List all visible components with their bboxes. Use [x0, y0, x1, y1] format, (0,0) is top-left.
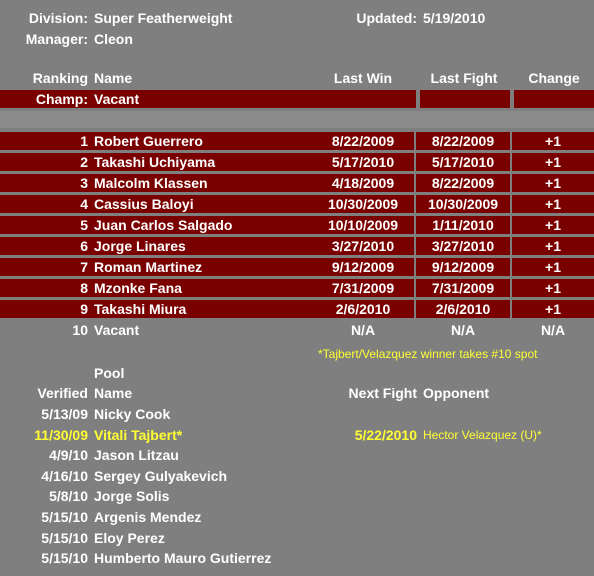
col-opponent-header: Opponent — [423, 385, 490, 401]
fighter-name-cell: Cassius Baloyi — [94, 196, 194, 212]
rank-cell: 5 — [80, 217, 88, 233]
last-win-cell: 5/17/2010 — [331, 154, 395, 170]
last-fight-cell: 2/6/2010 — [435, 301, 491, 317]
fighter-name-cell: Vacant — [94, 322, 140, 338]
col-pool-name-header: Name — [94, 385, 133, 401]
pool-row — [0, 487, 594, 505]
division-label: Division: — [28, 10, 88, 26]
col-ranking-header: Ranking — [32, 70, 88, 86]
pool-row — [0, 446, 594, 464]
col-last-win-header: Last Win — [333, 70, 393, 86]
change-cell: +1 — [545, 301, 561, 317]
pool-row — [0, 467, 594, 485]
ranking-row — [0, 153, 594, 171]
next-fight-cell: 5/22/2010 — [354, 427, 417, 443]
change-cell: +1 — [545, 280, 561, 296]
next-fight-cell — [300, 405, 417, 423]
last-win-cell: 10/30/2009 — [327, 196, 399, 212]
opponent-cell: Hector Velazquez (U)* — [423, 428, 542, 442]
fighter-name-cell: Robert Guerrero — [94, 133, 203, 149]
last-fight-cell: N/A — [450, 322, 476, 338]
last-fight-cell: 7/31/2009 — [431, 280, 495, 296]
pool-name-cell: Nicky Cook — [94, 406, 171, 422]
last-win-cell: 9/12/2009 — [331, 259, 395, 275]
next-fight-cell — [300, 529, 417, 547]
last-win-cell: 3/27/2010 — [331, 238, 395, 254]
ranking-row — [0, 174, 594, 192]
col-change-header: Change — [528, 70, 580, 86]
pool-name-cell: Humberto Mauro Gutierrez — [94, 550, 272, 566]
opponent-cell — [423, 405, 593, 423]
fighter-name-cell: Takashi Miura — [94, 301, 187, 317]
rank-cell: 10 — [72, 322, 88, 338]
change-cell: N/A — [540, 322, 566, 338]
fighter-name-cell: Takashi Uchiyama — [94, 154, 216, 170]
manager-value: Cleon — [94, 31, 133, 47]
opponent-cell — [423, 487, 593, 505]
last-win-cell: 10/10/2009 — [327, 217, 399, 233]
last-fight-cell: 8/22/2009 — [431, 133, 495, 149]
pool-name-cell: Jason Litzau — [94, 447, 179, 463]
last-fight-cell: 3/27/2010 — [431, 238, 495, 254]
col-verified-header: Verified — [37, 385, 88, 401]
last-fight-cell: 9/12/2009 — [431, 259, 495, 275]
pool-row — [0, 426, 594, 444]
ranking-row — [0, 279, 594, 297]
last-fight-cell: 1/11/2010 — [432, 217, 494, 233]
fighter-name-cell: Juan Carlos Salgado — [94, 217, 233, 233]
change-cell: +1 — [545, 217, 561, 233]
rank-cell: 8 — [80, 280, 88, 296]
next-fight-cell — [300, 487, 417, 505]
ranking-row — [0, 195, 594, 213]
change-cell: +1 — [545, 259, 561, 275]
verified-cell: 5/15/10 — [41, 530, 88, 546]
next-fight-cell — [300, 446, 417, 464]
next-fight-cell — [300, 467, 417, 485]
next-fight-cell — [300, 508, 417, 526]
ranking-note: *Tajbert/Velazquez winner takes #10 spot — [318, 347, 538, 361]
updated-value: 5/19/2010 — [423, 10, 486, 26]
rank-cell: 3 — [80, 175, 88, 191]
opponent-cell — [423, 549, 593, 567]
opponent-cell — [423, 508, 593, 526]
verified-cell: 4/9/10 — [49, 447, 88, 463]
rank-cell: 1 — [80, 133, 88, 149]
ranking-row — [0, 300, 594, 318]
fighter-name-cell: Jorge Linares — [94, 238, 186, 254]
rank-cell: 2 — [80, 154, 88, 170]
rank-cell: 9 — [80, 301, 88, 317]
pool-name-cell: Argenis Mendez — [94, 509, 202, 525]
rank-cell: 7 — [80, 259, 88, 275]
fighter-name-cell: Roman Martinez — [94, 259, 203, 275]
opponent-cell — [423, 467, 593, 485]
verified-cell: 4/16/10 — [41, 468, 88, 484]
fighter-name-cell: Mzonke Fana — [94, 280, 182, 296]
pool-row — [0, 405, 594, 423]
champ-row-fill-lastfight — [420, 90, 510, 108]
champ-row — [0, 90, 594, 108]
verified-cell: 5/8/10 — [49, 488, 88, 504]
col-next-fight-header: Next Fight — [348, 385, 417, 401]
last-fight-cell: 5/17/2010 — [431, 154, 495, 170]
last-win-cell: 7/31/2009 — [331, 280, 395, 296]
ranking-row — [0, 216, 594, 234]
separator-bar — [0, 111, 594, 128]
opponent-cell — [423, 529, 593, 547]
pool-row — [0, 529, 594, 547]
last-fight-cell: 8/22/2009 — [431, 175, 495, 191]
col-last-fight-header: Last Fight — [430, 70, 498, 86]
updated-label: Updated: — [356, 10, 417, 26]
pool-name-cell: Jorge Solis — [94, 488, 170, 504]
verified-cell: 5/13/09 — [41, 406, 88, 422]
fighter-name-cell: Malcolm Klassen — [94, 175, 208, 191]
pool-name-cell: Vitali Tajbert* — [94, 427, 183, 443]
pool-row — [0, 508, 594, 526]
manager-label: Manager: — [25, 31, 88, 47]
verified-cell: 11/30/09 — [34, 427, 88, 443]
rank-cell: 6 — [80, 238, 88, 254]
champ-row-fill-change — [514, 90, 594, 108]
change-cell: +1 — [545, 154, 561, 170]
ranking-row — [0, 321, 594, 339]
verified-cell: 5/15/10 — [41, 550, 88, 566]
last-win-cell: 4/18/2009 — [331, 175, 395, 191]
change-cell: +1 — [545, 133, 561, 149]
change-cell: +1 — [545, 196, 561, 212]
last-fight-cell: 10/30/2009 — [427, 196, 499, 212]
ranking-row — [0, 237, 594, 255]
next-fight-cell — [300, 549, 417, 567]
last-win-cell: N/A — [350, 322, 376, 338]
ranking-row — [0, 132, 594, 150]
last-win-cell: 8/22/2009 — [331, 133, 395, 149]
opponent-cell — [423, 446, 593, 464]
verified-cell: 5/15/10 — [41, 509, 88, 525]
col-name-header: Name — [94, 70, 133, 86]
division-value: Super Featherweight — [94, 10, 233, 26]
change-cell: +1 — [545, 238, 561, 254]
pool-name-cell: Sergey Gulyakevich — [94, 468, 228, 484]
last-win-cell: 2/6/2010 — [335, 301, 391, 317]
champ-name: Vacant — [94, 91, 140, 107]
rank-cell: 4 — [80, 196, 88, 212]
change-cell: +1 — [545, 175, 561, 191]
pool-header: Pool — [94, 365, 125, 381]
ranking-row — [0, 258, 594, 276]
pool-row — [0, 549, 594, 567]
pool-name-cell: Eloy Perez — [94, 530, 165, 546]
champ-label: Champ: — [35, 91, 88, 107]
